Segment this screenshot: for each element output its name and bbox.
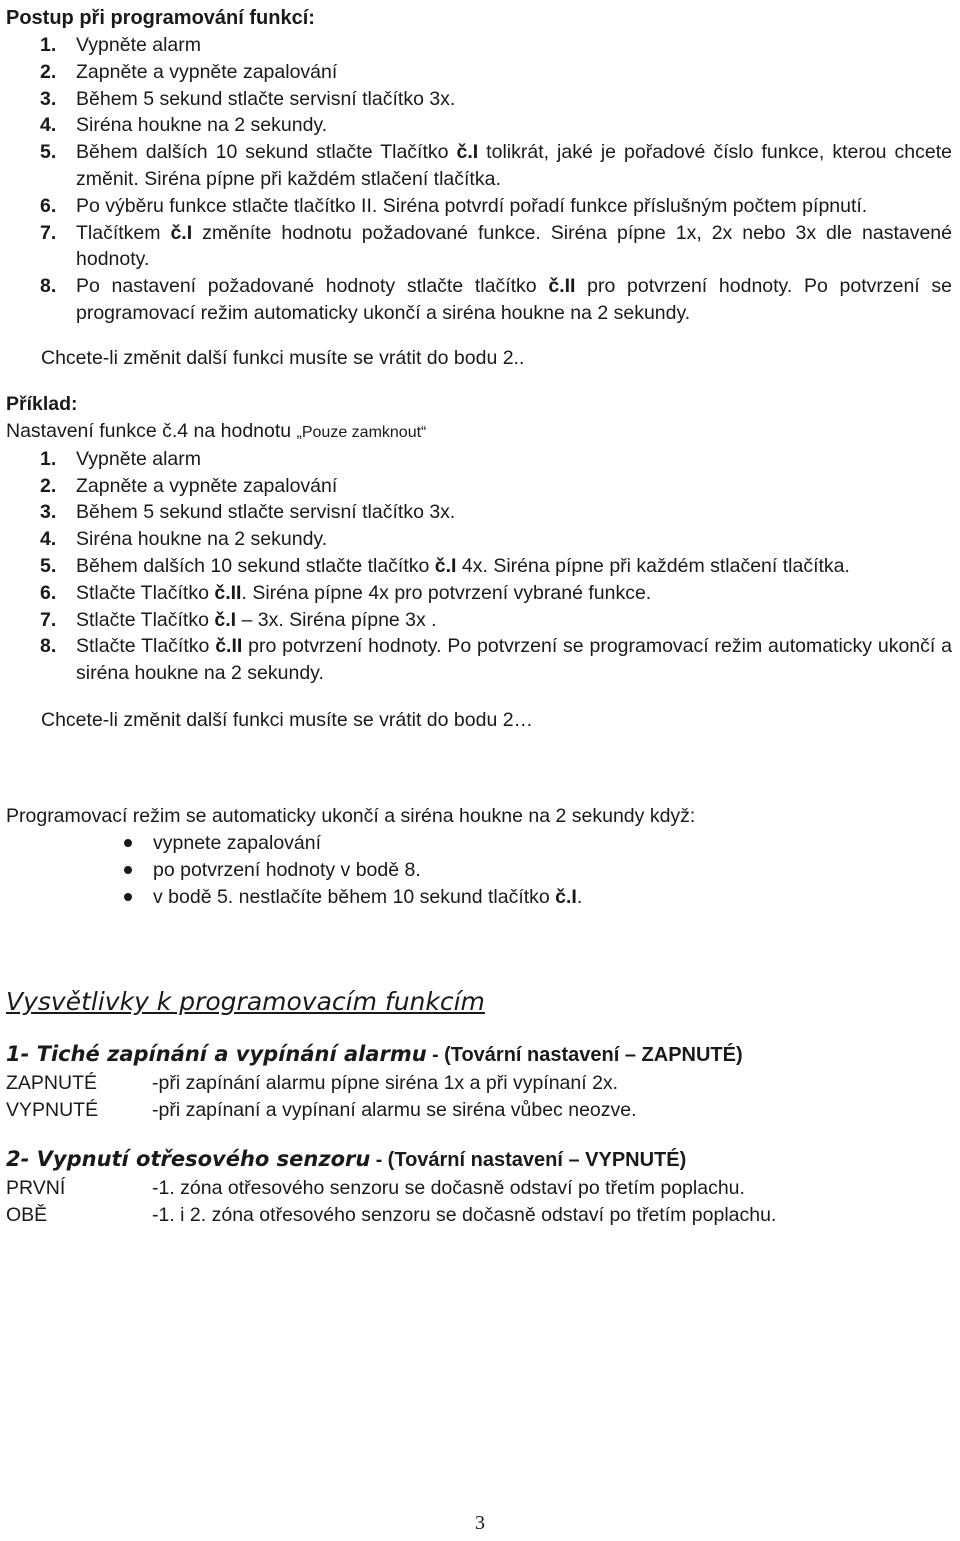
step-text-part: Po nastavení požadované hodnoty stlačte tlačítko xyxy=(76,275,549,298)
step-text-part: Siréna houkne na 2 sekundy. xyxy=(76,528,328,551)
option-description: -při zapínání alarmu pípne siréna 1x a při vypínaní 2x. xyxy=(152,1071,619,1094)
option-row xyxy=(6,1202,956,1229)
step-number: 4. xyxy=(40,114,57,137)
auto-exit-intro: Programovací režim se automaticky ukončí a siréna houkne na 2 sekundy když: xyxy=(6,804,696,827)
bullet-text xyxy=(153,857,421,884)
step-item xyxy=(6,526,956,553)
step-text-part: – 3x. Siréna pípne 3x . xyxy=(236,608,437,631)
bullet-text-part: vypnete zapalování xyxy=(153,831,322,854)
step-item xyxy=(6,553,956,580)
button-reference: č.II xyxy=(548,275,576,298)
option-value: ZAPNUTÉ xyxy=(6,1071,98,1094)
button-reference: č.II xyxy=(214,581,242,604)
step-text xyxy=(76,446,956,473)
step-text xyxy=(76,607,956,634)
function-1-title xyxy=(6,1039,956,1070)
step-text-part: Zapněte a vypněte zapalování xyxy=(76,474,338,497)
example-note: Chcete-li změnit další funkci musíte se vrátit do bodu 2… xyxy=(41,708,534,731)
step-text-part: Během 5 sekund stlačte servisní tlačítko 3x. xyxy=(76,501,456,524)
function-2-options xyxy=(6,1175,956,1229)
step-text-part: Vypněte alarm xyxy=(76,34,202,56)
bullet-icon xyxy=(6,830,153,857)
bullet-text-part: . xyxy=(576,885,583,908)
step-text xyxy=(76,499,956,526)
function-1-default: (Tovární nastavení – ZAPNUTÉ) xyxy=(444,1043,743,1066)
step-text-part: Po výběru funkce stlačte tlačítko II. Siréna potvrdí pořadí funkce příslušným počtem pípnutí. xyxy=(76,194,868,217)
bullet-text-part: po potvrzení hodnoty v bodě 8. xyxy=(153,858,421,881)
step-text xyxy=(76,473,956,500)
option-value: PRVNÍ xyxy=(6,1176,66,1199)
step-number: 3. xyxy=(40,87,57,110)
step-item xyxy=(6,499,956,526)
step-item xyxy=(6,86,956,113)
step-number: 2. xyxy=(40,60,57,83)
section-title: Postup při programování funkcí: xyxy=(6,7,315,29)
document-page xyxy=(6,0,956,1229)
step-item xyxy=(6,607,956,634)
example-subtitle-prefix: Nastavení funkce č.4 na hodnotu xyxy=(6,419,297,442)
option-row xyxy=(6,1097,956,1124)
example-title: Příklad: xyxy=(6,392,78,415)
step-text-part: Stlačte Tlačítko xyxy=(76,635,216,658)
bullet-text xyxy=(153,884,582,911)
bullet-icon xyxy=(6,884,153,911)
step-item xyxy=(6,473,956,500)
step-item xyxy=(6,139,956,193)
bullet-icon xyxy=(6,857,153,884)
option-value: VYPNUTÉ xyxy=(6,1098,99,1121)
step-text xyxy=(76,220,956,274)
step-number: 4. xyxy=(40,528,57,551)
step-text xyxy=(76,59,956,86)
step-text xyxy=(76,86,956,113)
step-text-part: Tlačítkem xyxy=(76,221,171,244)
step-item xyxy=(6,112,956,139)
step-text xyxy=(76,112,956,139)
step-text-part: Stlačte Tlačítko xyxy=(76,608,215,631)
step-number: 5. xyxy=(40,141,57,164)
step-number: 6. xyxy=(40,194,57,217)
step-text xyxy=(76,139,956,193)
button-reference: č.I xyxy=(170,221,193,244)
step-text-part: tolikrát, jaké je pořadové číslo funkce, kterou chcete změnit. Siréna pípne při každém stlačení tlačítka. xyxy=(76,141,952,190)
step-number: 5. xyxy=(40,554,57,577)
button-reference: č.I xyxy=(434,554,457,577)
option-description: -1. i 2. zóna otřesového senzoru se dočasně odstaví po třetím poplachu. xyxy=(152,1203,777,1226)
step-text xyxy=(76,633,956,687)
step-number: 1. xyxy=(40,34,57,56)
step-number: 8. xyxy=(40,275,57,298)
step-item xyxy=(6,273,956,327)
step-number: 6. xyxy=(40,581,57,604)
step-text-part: pro potvrzení hodnoty. Po potvrzení se programovací režim automaticky ukončí a siréna houkne na 2 sekundy. xyxy=(76,275,952,324)
example-subtitle xyxy=(6,418,956,446)
function-1-sep: - xyxy=(426,1043,445,1066)
function-1-name: 1- Tiché zapínání a vypínání alarmu xyxy=(6,1041,427,1066)
auto-exit-list xyxy=(6,830,956,911)
programming-steps-list xyxy=(6,32,956,327)
button-reference: č.I xyxy=(456,141,479,164)
function-2-title xyxy=(6,1144,956,1175)
function-2-default: (Tovární nastavení – VYPNUTÉ) xyxy=(387,1148,687,1171)
button-reference: č.I xyxy=(555,885,577,908)
option-row xyxy=(6,1175,956,1202)
button-reference: č.I xyxy=(214,608,237,631)
step-number: 1. xyxy=(40,447,57,470)
bullet-text xyxy=(153,830,321,857)
step-text-part: Vypněte alarm xyxy=(76,447,202,470)
option-value: OBĚ xyxy=(6,1203,48,1226)
step-text xyxy=(76,273,956,327)
step-text xyxy=(76,32,956,59)
step-text xyxy=(76,553,956,580)
button-reference: č.II xyxy=(215,635,243,658)
function-1-options xyxy=(6,1070,956,1124)
option-description: -1. zóna otřesového senzoru se dočasně odstaví po třetím poplachu. xyxy=(152,1176,745,1199)
step-text-part: Siréna houkne na 2 sekundy. xyxy=(76,114,328,137)
section-note: Chcete-li změnit další funkci musíte se vrátit do bodu 2.. xyxy=(41,346,525,369)
bullet-item xyxy=(6,857,956,884)
explanations-title: Vysvětlivky k programovacím funkcím xyxy=(6,986,485,1016)
step-item xyxy=(6,580,956,607)
step-text-part: změníte hodnotu požadované funkce. Siréna pípne 1x, 2x nebo 3x dle nastavené hodnoty. xyxy=(76,221,952,271)
example-steps-list xyxy=(6,446,956,687)
bullet-item xyxy=(6,884,956,911)
step-number: 3. xyxy=(40,501,57,524)
step-item xyxy=(6,446,956,473)
function-2-name: 2- Vypnutí otřesového senzoru xyxy=(6,1146,371,1171)
step-text xyxy=(76,580,956,607)
step-number: 7. xyxy=(40,221,57,244)
option-row xyxy=(6,1070,956,1097)
step-text-part: . Siréna pípne 4x pro potvrzení vybrané funkce. xyxy=(241,581,652,604)
example-subtitle-value: „Pouze zamknout“ xyxy=(296,423,427,441)
option-description: -při zapínaní a vypínaní alarmu se siréna vůbec neozve. xyxy=(152,1098,637,1121)
step-number: 8. xyxy=(40,635,57,658)
step-item xyxy=(6,193,956,220)
step-text-part: Stlačte Tlačítko xyxy=(76,581,215,604)
step-number: 2. xyxy=(40,474,57,497)
step-text-part: Během dalších 10 sekund stlačte Tlačítko xyxy=(76,141,457,164)
step-text xyxy=(76,193,956,220)
step-text-part: pro potvrzení hodnoty. Po potvrzení se programovací režim automaticky ukončí a siréna houkne na 2 sekundy. xyxy=(76,635,952,685)
bullet-item xyxy=(6,830,956,857)
step-item xyxy=(6,32,956,59)
page-number: 3 xyxy=(475,1512,485,1534)
step-number: 7. xyxy=(40,608,57,631)
step-text-part: Během dalších 10 sekund stlačte tlačítko xyxy=(76,554,435,577)
step-item xyxy=(6,633,956,687)
step-text-part: 4x. Siréna pípne při každém stlačení tlačítka. xyxy=(456,554,850,577)
step-item xyxy=(6,220,956,274)
function-2-sep: - xyxy=(370,1148,388,1171)
step-text-part: Během 5 sekund stlačte servisní tlačítko 3x. xyxy=(76,87,456,110)
step-text xyxy=(76,526,956,553)
step-item xyxy=(6,59,956,86)
bullet-text-part: v bodě 5. nestlačíte během 10 sekund tlačítko xyxy=(153,885,556,908)
step-text-part: Zapněte a vypněte zapalování xyxy=(76,60,338,83)
